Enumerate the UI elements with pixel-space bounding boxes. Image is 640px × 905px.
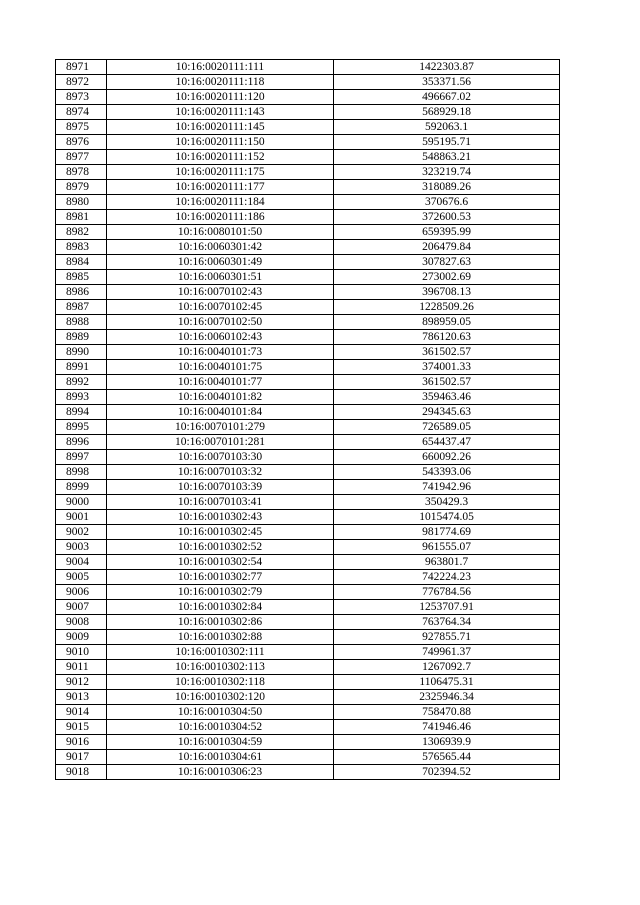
table-row [56,435,560,450]
row-number-cell: 8991 [56,360,107,375]
table-row [56,450,560,465]
table-row [56,660,560,675]
table-row [56,180,560,195]
table-row [56,405,560,420]
row-number-cell: 8999 [56,480,107,495]
row-number-cell: 9011 [56,660,107,675]
cadastral-number-cell: 10:16:0020111:177 [107,180,334,195]
cadastral-value-cell: 776784.56 [334,585,560,600]
row-number-cell: 8998 [56,465,107,480]
cadastral-number-cell: 10:16:0020111:145 [107,120,334,135]
cadastral-number-cell: 10:16:0070101:281 [107,435,334,450]
table-row [56,540,560,555]
table-row [56,345,560,360]
cadastral-value-cell: 1015474.05 [334,510,560,525]
cadastral-number-cell: 10:16:0080101:50 [107,225,334,240]
cadastral-value-cell: 659395.99 [334,225,560,240]
table-row [56,750,560,765]
cadastral-number-cell: 10:16:0020111:118 [107,75,334,90]
cadastral-value-cell: 786120.63 [334,330,560,345]
cadastral-value-cell: 396708.13 [334,285,560,300]
cadastral-number-cell: 10:16:0020111:184 [107,195,334,210]
row-number-cell: 9001 [56,510,107,525]
cadastral-value-cell: 898959.05 [334,315,560,330]
cadastral-value-cell: 763764.34 [334,615,560,630]
cadastral-value-cell: 206479.84 [334,240,560,255]
cadastral-value-cell: 361502.57 [334,345,560,360]
cadastral-number-cell: 10:16:0010302:54 [107,555,334,570]
table-row [56,645,560,660]
cadastral-value-cell: 576565.44 [334,750,560,765]
cadastral-number-cell: 10:16:0040101:77 [107,375,334,390]
cadastral-value-cell: 1267092.7 [334,660,560,675]
table-row [56,330,560,345]
cadastral-value-cell: 741942.96 [334,480,560,495]
row-number-cell: 8994 [56,405,107,420]
cadastral-value-cell: 318089.26 [334,180,560,195]
cadastral-number-cell: 10:16:0010302:111 [107,645,334,660]
table-row [56,720,560,735]
cadastral-value-cell: 1106475.31 [334,675,560,690]
row-number-cell: 9015 [56,720,107,735]
table-row [56,480,560,495]
table-row [56,150,560,165]
table-row [56,300,560,315]
cadastral-value-cell: 1422303.87 [334,60,560,75]
cadastral-number-cell: 10:16:0020111:150 [107,135,334,150]
table-row [56,120,560,135]
cadastral-number-cell: 10:16:0010302:86 [107,615,334,630]
row-number-cell: 8993 [56,390,107,405]
cadastral-value-cell: 702394.52 [334,765,560,780]
cadastral-number-cell: 10:16:0010304:52 [107,720,334,735]
cadastral-value-cell: 350429.3 [334,495,560,510]
row-number-cell: 8971 [56,60,107,75]
cadastral-number-cell: 10:16:0010304:61 [107,750,334,765]
table-row [56,525,560,540]
cadastral-value-cell: 758470.88 [334,705,560,720]
table-row [56,420,560,435]
cadastral-number-cell: 10:16:0010302:88 [107,630,334,645]
cadastral-value-cell: 742224.23 [334,570,560,585]
row-number-cell: 9014 [56,705,107,720]
row-number-cell: 8973 [56,90,107,105]
table-row [56,225,560,240]
cadastral-value-cell: 595195.71 [334,135,560,150]
table-row [56,735,560,750]
cadastral-number-cell: 10:16:0010304:59 [107,735,334,750]
cadastral-value-cell: 359463.46 [334,390,560,405]
row-number-cell: 8995 [56,420,107,435]
cadastral-value-cell: 1228509.26 [334,300,560,315]
cadastral-value-cell: 568929.18 [334,105,560,120]
table-body [56,60,560,780]
row-number-cell: 9017 [56,750,107,765]
cadastral-number-cell: 10:16:0070103:32 [107,465,334,480]
table-row [56,210,560,225]
table-row [56,615,560,630]
table-row [56,255,560,270]
table-row [56,600,560,615]
cadastral-value-cell: 2325946.34 [334,690,560,705]
table-row [56,270,560,285]
row-number-cell: 9003 [56,540,107,555]
cadastral-value-cell: 963801.7 [334,555,560,570]
cadastral-value-cell: 361502.57 [334,375,560,390]
cadastral-number-cell: 10:16:0040101:75 [107,360,334,375]
cadastral-value-cell: 927855.71 [334,630,560,645]
cadastral-value-cell: 496667.02 [334,90,560,105]
row-number-cell: 8986 [56,285,107,300]
table-row [56,390,560,405]
row-number-cell: 8977 [56,150,107,165]
cadastral-number-cell: 10:16:0010302:118 [107,675,334,690]
cadastral-value-cell: 294345.63 [334,405,560,420]
cadastral-number-cell: 10:16:0060301:51 [107,270,334,285]
cadastral-value-cell: 353371.56 [334,75,560,90]
cadastral-number-cell: 10:16:0040101:84 [107,405,334,420]
row-number-cell: 8981 [56,210,107,225]
row-number-cell: 8988 [56,315,107,330]
cadastral-value-cell: 1306939.9 [334,735,560,750]
table-row [56,75,560,90]
row-number-cell: 8974 [56,105,107,120]
row-number-cell: 8982 [56,225,107,240]
table-row [56,705,560,720]
cadastral-number-cell: 10:16:0010306:23 [107,765,334,780]
table-row [56,105,560,120]
table-row [56,495,560,510]
cadastral-value-cell: 323219.74 [334,165,560,180]
table-row [56,315,560,330]
cadastral-value-table [55,59,560,780]
row-number-cell: 9008 [56,615,107,630]
table-row [56,90,560,105]
table-row [56,60,560,75]
cadastral-number-cell: 10:16:0070103:39 [107,480,334,495]
row-number-cell: 8975 [56,120,107,135]
cadastral-number-cell: 10:16:0010302:79 [107,585,334,600]
cadastral-number-cell: 10:16:0010302:52 [107,540,334,555]
cadastral-number-cell: 10:16:0020111:143 [107,105,334,120]
cadastral-number-cell: 10:16:0070101:279 [107,420,334,435]
cadastral-value-cell: 981774.69 [334,525,560,540]
table-row [56,675,560,690]
cadastral-number-cell: 10:16:0010302:45 [107,525,334,540]
cadastral-number-cell: 10:16:0010304:50 [107,705,334,720]
table-row [56,765,560,780]
cadastral-number-cell: 10:16:0010302:84 [107,600,334,615]
row-number-cell: 8992 [56,375,107,390]
cadastral-value-cell: 749961.37 [334,645,560,660]
cadastral-value-cell: 548863.21 [334,150,560,165]
cadastral-number-cell: 10:16:0010302:120 [107,690,334,705]
row-number-cell: 8987 [56,300,107,315]
table-row [56,570,560,585]
cadastral-value-cell: 660092.26 [334,450,560,465]
row-number-cell: 9016 [56,735,107,750]
row-number-cell: 9018 [56,765,107,780]
cadastral-number-cell: 10:16:0070103:41 [107,495,334,510]
cadastral-value-cell: 543393.06 [334,465,560,480]
cadastral-number-cell: 10:16:0010302:113 [107,660,334,675]
table-row [56,510,560,525]
cadastral-value-cell: 654437.47 [334,435,560,450]
cadastral-number-cell: 10:16:0010302:77 [107,570,334,585]
table-row [56,285,560,300]
cadastral-number-cell: 10:16:0020111:175 [107,165,334,180]
table-row [56,240,560,255]
cadastral-number-cell: 10:16:0020111:152 [107,150,334,165]
cadastral-value-cell: 370676.6 [334,195,560,210]
row-number-cell: 8976 [56,135,107,150]
table-row [56,690,560,705]
row-number-cell: 8984 [56,255,107,270]
cadastral-number-cell: 10:16:0020111:186 [107,210,334,225]
cadastral-value-cell: 741946.46 [334,720,560,735]
table-row [56,135,560,150]
row-number-cell: 9010 [56,645,107,660]
cadastral-number-cell: 10:16:0060102:43 [107,330,334,345]
row-number-cell: 8972 [56,75,107,90]
cadastral-value-cell: 307827.63 [334,255,560,270]
cadastral-value-cell: 374001.33 [334,360,560,375]
row-number-cell: 8990 [56,345,107,360]
table-row [56,630,560,645]
cadastral-value-cell: 961555.07 [334,540,560,555]
row-number-cell: 9012 [56,675,107,690]
cadastral-value-cell: 273002.69 [334,270,560,285]
cadastral-number-cell: 10:16:0020111:111 [107,60,334,75]
table-row [56,165,560,180]
cadastral-number-cell: 10:16:0020111:120 [107,90,334,105]
cadastral-number-cell: 10:16:0040101:73 [107,345,334,360]
row-number-cell: 8989 [56,330,107,345]
cadastral-value-cell: 372600.53 [334,210,560,225]
cadastral-number-cell: 10:16:0070102:45 [107,300,334,315]
row-number-cell: 8978 [56,165,107,180]
cadastral-value-cell: 726589.05 [334,420,560,435]
row-number-cell: 8996 [56,435,107,450]
row-number-cell: 9004 [56,555,107,570]
cadastral-number-cell: 10:16:0070103:30 [107,450,334,465]
cadastral-value-cell: 1253707.91 [334,600,560,615]
row-number-cell: 9007 [56,600,107,615]
row-number-cell: 8985 [56,270,107,285]
cadastral-value-cell: 592063.1 [334,120,560,135]
row-number-cell: 9002 [56,525,107,540]
cadastral-number-cell: 10:16:0010302:43 [107,510,334,525]
row-number-cell: 8983 [56,240,107,255]
cadastral-number-cell: 10:16:0060301:42 [107,240,334,255]
row-number-cell: 9006 [56,585,107,600]
row-number-cell: 8997 [56,450,107,465]
row-number-cell: 8980 [56,195,107,210]
table-row [56,195,560,210]
table-row [56,375,560,390]
row-number-cell: 9005 [56,570,107,585]
row-number-cell: 9013 [56,690,107,705]
row-number-cell: 9009 [56,630,107,645]
cadastral-number-cell: 10:16:0070102:43 [107,285,334,300]
row-number-cell: 9000 [56,495,107,510]
table-row [56,360,560,375]
row-number-cell: 8979 [56,180,107,195]
table-row [56,555,560,570]
table-row [56,585,560,600]
cadastral-number-cell: 10:16:0070102:50 [107,315,334,330]
cadastral-number-cell: 10:16:0040101:82 [107,390,334,405]
cadastral-number-cell: 10:16:0060301:49 [107,255,334,270]
table-row [56,465,560,480]
